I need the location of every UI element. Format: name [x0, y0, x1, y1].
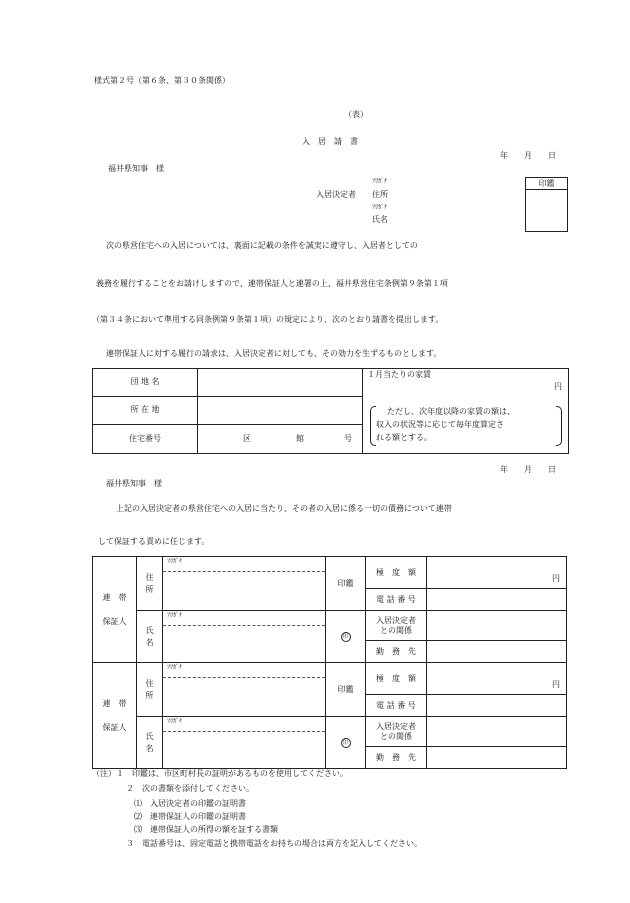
guarantor-2-address-label: 住 所: [137, 663, 163, 717]
note-1: （注）１ 印鑑は、市区町村長の証明があるものを使用してください。: [92, 769, 348, 778]
guarantor-2-name-field[interactable]: [163, 717, 326, 769]
guarantor-2-address-furigana: ﾌﾘｶﾞﾅ: [167, 664, 183, 671]
guarantor-date-label: 年 月 日: [500, 465, 556, 474]
location-label: 所 在 地: [93, 396, 198, 424]
complex-value[interactable]: [198, 369, 363, 397]
location-value[interactable]: [198, 396, 363, 424]
furigana-divider: [163, 731, 325, 732]
note-3: ３ 電話番号は、固定電話と携帯電話をお持ちの場合は両方を記入してください。: [126, 839, 422, 848]
guarantor-2-address-field[interactable]: [163, 663, 326, 717]
addressee: 福井県知事 様: [108, 164, 164, 173]
furigana-divider: [163, 571, 325, 572]
rent-note-2: 収入の状況等に応じて毎年度算定さ: [376, 420, 504, 429]
guarantor-1-name-label: 氏 名: [137, 611, 163, 663]
guarantor-2-phone-label: 電 話 番 号: [366, 695, 427, 717]
note-2-item-2: ⑵ 連帯保証人の印鑑の証明書: [134, 812, 246, 821]
guarantor-2-phone-value[interactable]: [427, 695, 567, 717]
rent-label: １月当たりの家賃: [367, 370, 431, 379]
guarantor-1-name-furigana: ﾌﾘｶﾞﾅ: [167, 612, 183, 619]
guarantor-2-name-furigana: ﾌﾘｶﾞﾅ: [167, 718, 183, 725]
note-brace-right: [556, 406, 562, 446]
guarantor-statement-2: して保証する責めに任じます。: [98, 537, 210, 546]
note-2: ２ 次の書類を添付してください。: [126, 784, 254, 793]
guarantor-1-phone-label: 電 話 番 号: [366, 589, 427, 611]
guarantor-2-name-label: 氏 名: [137, 717, 163, 769]
guarantor-1-phone-value[interactable]: [427, 589, 567, 611]
guarantor-1-seal-cell[interactable]: [326, 611, 366, 663]
seal-mark-icon: 印: [341, 632, 351, 642]
side-label: （表）: [344, 110, 368, 119]
guarantor-2-work-label: 勤 務 先: [366, 747, 427, 769]
seal-label: 印鑑: [526, 178, 567, 190]
guarantor-2-limit-label: 極 度 額: [366, 663, 427, 695]
body-line-1: 次の県営住宅への入居については、裏面に記載の条件を誠実に遵守し、入居者としての: [106, 241, 418, 250]
guarantor-2-seal-label: 印鑑: [326, 663, 366, 717]
guarantor-2-limit-value[interactable]: [427, 663, 567, 695]
rent-note-3: れる額とする。: [376, 433, 432, 442]
guarantor-1-relation-label: 入居決定者 との関係: [366, 611, 427, 641]
furigana-divider: [163, 625, 325, 626]
date-label: 年 月 日: [500, 151, 556, 160]
guarantor-2-relation-value[interactable]: [427, 717, 567, 747]
unit-value[interactable]: [198, 424, 363, 453]
guarantor-1-seal-label: 印鑑: [326, 557, 366, 611]
guarantor-2-work-value[interactable]: [427, 747, 567, 769]
guarantor-2-yen: 円: [552, 680, 560, 689]
body-line-2: 義務を履行することをお請けしますので、連帯保証人と連署の上、福井県営住宅条例第９条第１項: [96, 279, 448, 288]
body-line-4: 連帯保証人に対する履行の請求は、入居決定者に対しても、その効力を生ずるものとします。: [106, 349, 442, 358]
applicant-role: 入居決定者: [316, 190, 356, 199]
applicant-address-label: 住所: [372, 190, 388, 199]
seal-mark-icon: 印: [341, 738, 351, 748]
note-2-item-3: ⑶ 連帯保証人の所得の額を証する書類: [134, 825, 278, 834]
guarantor-statement-1: 上記の入居決定者の県営住宅への入居に当たり、その者の入居に係る一切の債務について連帯: [116, 504, 452, 513]
guarantor-1-limit-label: 極 度 額: [366, 557, 427, 589]
guarantor-1-address-label: 住 所: [137, 557, 163, 611]
guarantor-1-address-field[interactable]: [163, 557, 326, 611]
guarantor-1-relation-value[interactable]: [427, 611, 567, 641]
applicant-name-label: 氏名: [372, 215, 388, 224]
go-label: 号: [344, 433, 352, 443]
form-number: 様式第２号（第６条、第３０条関係）: [94, 76, 230, 85]
guarantor-1-work-value[interactable]: [427, 641, 567, 663]
guarantor-2-seal-cell[interactable]: [326, 717, 366, 769]
rent-note-1: ただし、次年度以降の家賃の額は、: [387, 407, 515, 416]
guarantor-table: [92, 556, 567, 769]
guarantor-2-label: 連 帯 保証人: [93, 663, 137, 769]
guarantor-1-name-field[interactable]: [163, 611, 326, 663]
housing-table: [92, 368, 569, 454]
guarantor-1-address-furigana: ﾌﾘｶﾞﾅ: [167, 558, 183, 565]
guarantor-1-work-label: 勤 務 先: [366, 641, 427, 663]
guarantor-addressee: 福井県知事 様: [106, 479, 162, 488]
applicant-furigana-name: ﾌﾘｶﾞﾅ: [372, 204, 388, 211]
body-line-3: （第３４条において準用する同条例第９条第１項）の規定により、次のとおり請書を提出します。: [92, 315, 444, 324]
furigana-divider: [163, 677, 325, 678]
note-2-item-1: ⑴ 入居決定者の印鑑の証明書: [134, 799, 246, 808]
ku-label: 区: [243, 433, 251, 443]
rent-yen: 円: [554, 382, 562, 391]
guarantor-1-limit-value[interactable]: [427, 557, 567, 589]
applicant-seal-box[interactable]: [525, 177, 568, 232]
guarantor-1-yen: 円: [552, 574, 560, 583]
applicant-furigana-address: ﾌﾘｶﾞﾅ: [372, 178, 388, 185]
rent-cell[interactable]: [363, 369, 569, 454]
guarantor-2-relation-label: 入居決定者 との関係: [366, 717, 427, 747]
complex-label: 団 地 名: [93, 369, 198, 397]
guarantor-1-label: 連 帯 保証人: [93, 557, 137, 663]
unit-label: 住宅番号: [93, 424, 198, 453]
kan-label: 館: [296, 433, 304, 443]
page-title: 入 居 請 書: [302, 137, 358, 146]
